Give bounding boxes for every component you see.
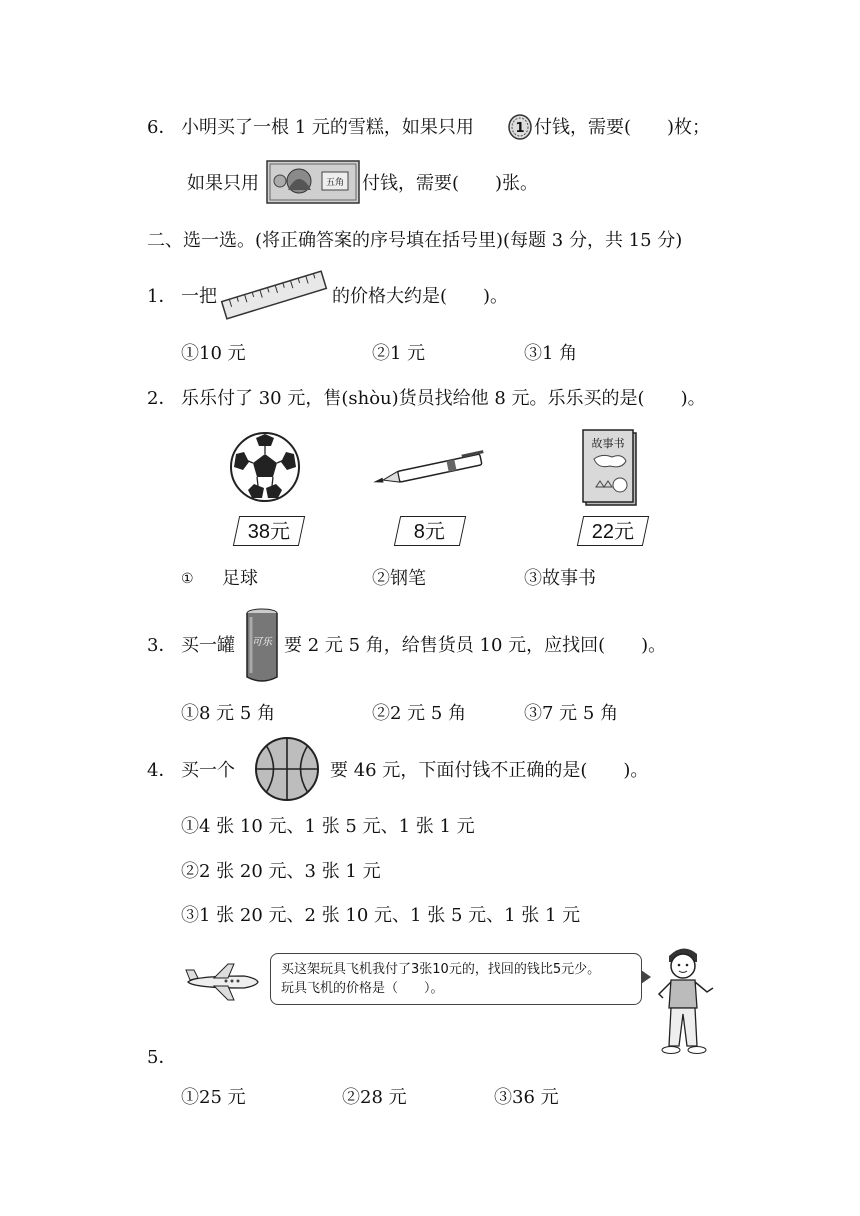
q1-text-b: 的价格大约是( )。 [332,286,509,307]
svg-text:1: 1 [515,121,525,136]
q6-text-c: 如果只用 [187,173,259,194]
q5-number: 5． [147,1047,177,1068]
q6-text-b: 付钱，需要( )枚； [534,117,711,138]
q1-text-a: 一把 [181,286,217,307]
q3-option-1: ①8 元 5 角 [181,703,276,724]
bubble-line-1: 买这架玩具飞机我付了3张10元的，找回的钱比5元少。 [281,962,601,977]
q3-number: 3． [147,635,177,656]
q4-number: 4． [147,760,177,781]
q4-option-3: ③1 张 20 元、2 张 10 元、1 张 5 元、1 张 1 元 [181,905,581,926]
price-tag-soccer-ball: 38元 [233,516,305,546]
q5-option-2: ②28 元 [342,1087,407,1108]
q1-option-3: ③1 角 [524,343,578,364]
q4-text-a: 买一个 [181,760,235,781]
section-title: 二、选一选。(将正确答案的序号填在括号里)(每题 3 分，共 15 分) [147,230,683,251]
one-yuan-coin-icon [508,113,532,146]
q4-text-b: 要 46 元，下面付钱不正确的是( )。 [330,760,649,781]
price-tag-storybook: 22元 [577,516,649,546]
q6-text-d: 付钱，需要( )张。 [362,173,539,194]
q1-option-2: ②1 元 [372,343,426,364]
q5-option-1: ①25 元 [181,1087,246,1108]
q5-option-3: ③36 元 [494,1087,559,1108]
svg-text:可乐: 可乐 [252,637,272,648]
q3-text-a: 买一罐 [181,635,235,656]
ruler-icon [218,268,330,327]
q2-option-3: ③故事书 [524,568,596,589]
boy-character-icon [651,942,717,1061]
price-tag-pen: 8元 [394,516,466,546]
q3-option-3: ③7 元 5 角 [524,703,619,724]
q1-number: 1． [147,286,177,307]
q6-number: 6． [147,117,177,138]
q3-option-2: ②2 元 5 角 [372,703,467,724]
q6-text-a: 小明买了一根 1 元的雪糕，如果只用 [181,117,474,138]
basketball-icon [253,735,321,808]
q2-option-2: ②钢笔 [372,568,426,589]
fountain-pen-icon [368,448,498,497]
q2-number: 2． [147,388,177,409]
q2-text: 乐乐付了 30 元，售(shòu)货员找给他 8 元。乐乐买的是( )。 [181,388,706,409]
q2-option-1-marker: ① [181,571,194,587]
q2-option-1: 足球 [222,568,258,589]
q4-option-1: ①4 张 10 元、1 张 5 元、1 张 1 元 [181,816,475,837]
cola-can-icon [242,607,282,690]
soccer-ball-icon [228,430,302,509]
toy-airplane-icon [184,962,260,1007]
svg-text:五角: 五角 [325,178,345,188]
speech-bubble [270,953,642,1005]
svg-text:故事书: 故事书 [591,437,625,450]
q4-option-2: ②2 张 20 元、3 张 1 元 [181,861,381,882]
q3-text-b: 要 2 元 5 角，给售货员 10 元，应找回( )。 [284,635,667,656]
storybook-icon [582,429,640,512]
q1-option-1: ①10 元 [181,343,246,364]
bubble-line-2: 玩具飞机的价格是（ ）。 [281,981,444,996]
five-jiao-banknote-icon [266,160,360,209]
